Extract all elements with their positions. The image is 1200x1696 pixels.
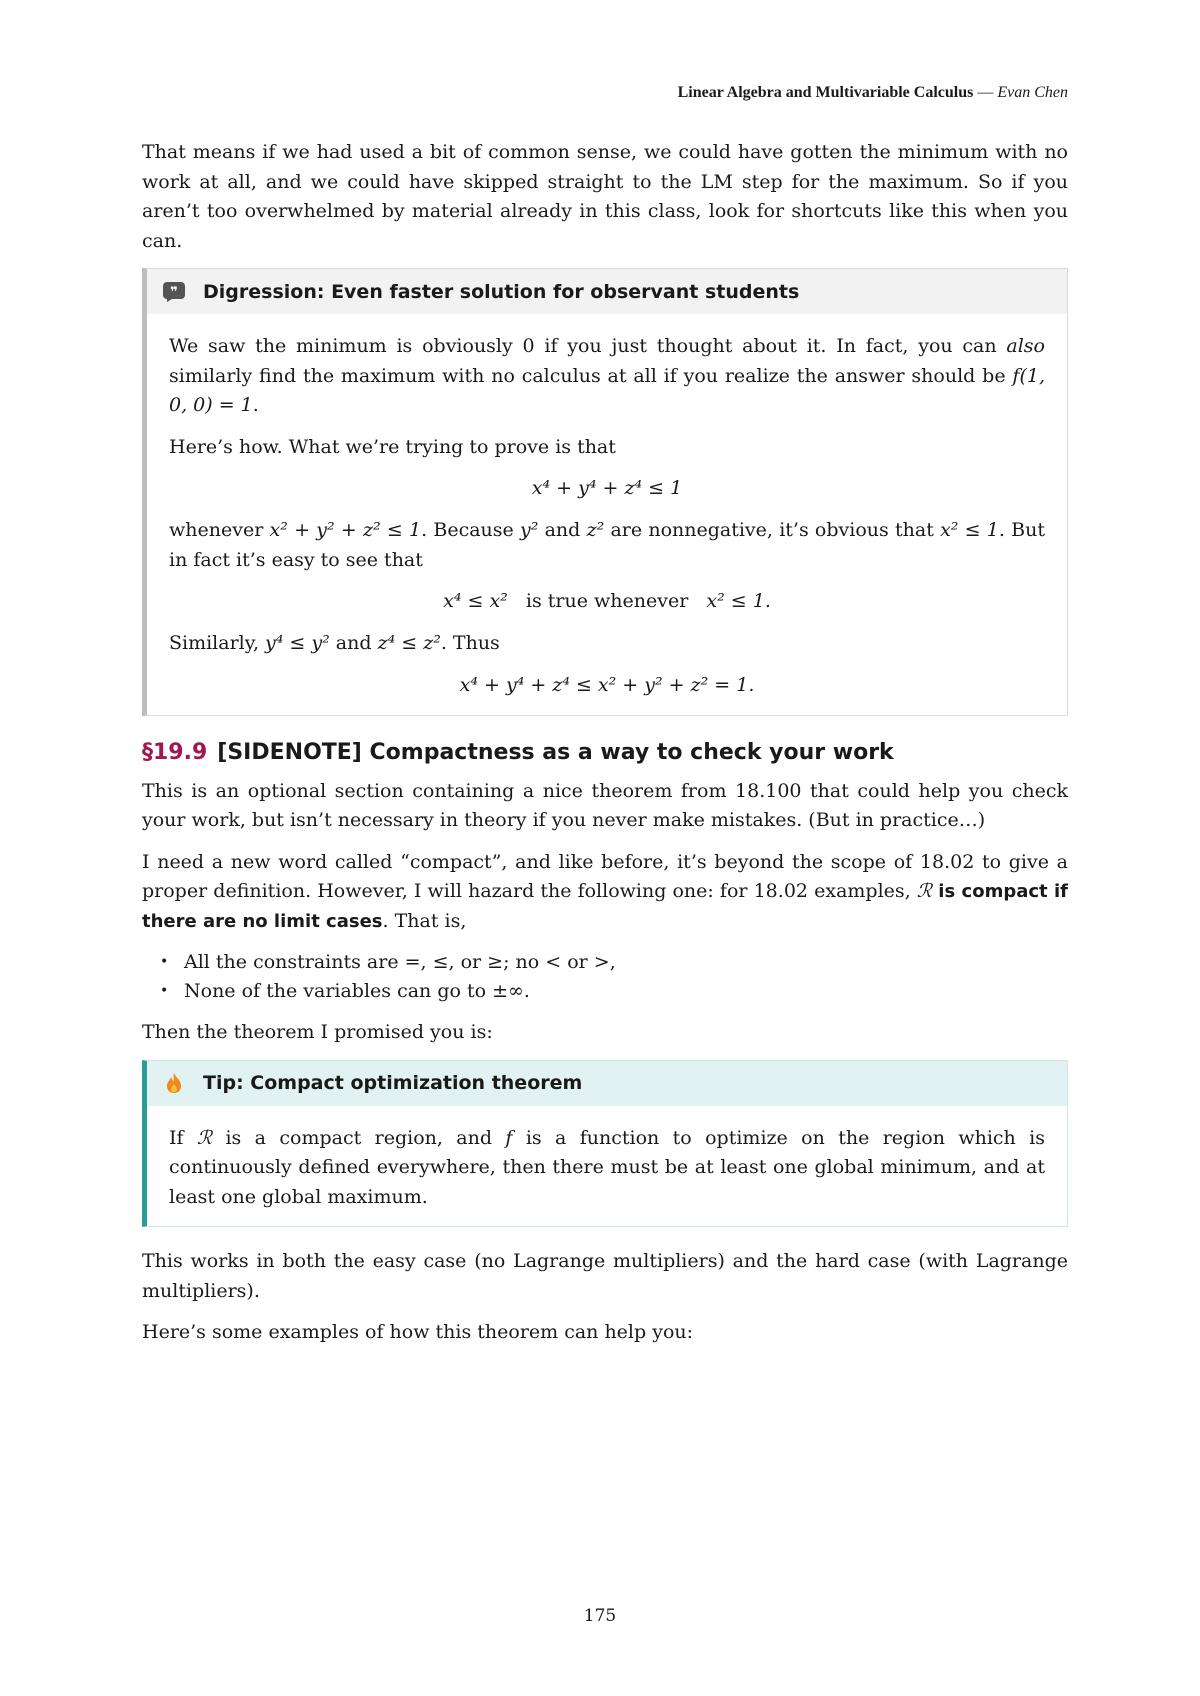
constraints-list bbox=[142, 948, 1068, 1006]
display-equation-1: x⁴ + y⁴ + z⁴ ≤ 1 bbox=[531, 477, 683, 499]
text-run: similarly find the maximum with no calculus at all if you realize the answer should be bbox=[169, 364, 1013, 387]
tip-body bbox=[147, 1106, 1067, 1227]
inline-math: x² ≤ 1 bbox=[940, 519, 999, 541]
digression-title: Digression: Even faster solution for observant students bbox=[203, 280, 800, 303]
section-number: §19.9 bbox=[142, 739, 208, 765]
inline-math: f(1, 0, 0) = 1 bbox=[169, 364, 1045, 416]
math-run: x² ≤ 1. bbox=[706, 590, 771, 612]
inline-math: z² bbox=[586, 519, 605, 541]
text-run: and bbox=[329, 632, 378, 654]
digression-p4 bbox=[169, 629, 1045, 659]
digression-box bbox=[142, 268, 1068, 716]
digression-p3 bbox=[169, 516, 1045, 575]
tip-box bbox=[142, 1060, 1068, 1228]
text-run: . Because bbox=[421, 519, 521, 541]
inline-math: ℛ bbox=[196, 1126, 213, 1149]
quote-icon bbox=[163, 281, 185, 303]
text-run: and bbox=[538, 519, 587, 541]
text-run: . bbox=[252, 394, 259, 416]
running-header bbox=[142, 84, 1068, 102]
tip-header bbox=[147, 1061, 1067, 1106]
text-run: We saw the minimum is obviously 0 if you just thought about it. In fact, you can bbox=[169, 335, 1007, 357]
text-run: is a function to optimize on the region which is continuously defined everywhere, then there must be at least one global minimum, and at least one global maximum. bbox=[169, 1126, 1045, 1208]
author-name: Evan Chen bbox=[997, 84, 1068, 101]
page-number: 175 bbox=[583, 1606, 617, 1626]
math-text: is true whenever bbox=[525, 590, 689, 612]
section-paragraph-2 bbox=[142, 848, 1068, 937]
inline-math: ℛ bbox=[916, 880, 932, 902]
section-title: [SIDENOTE] Compactness as a way to check your work bbox=[217, 739, 894, 765]
inline-math: z⁴ ≤ z² bbox=[377, 632, 441, 654]
page-content bbox=[142, 138, 1068, 1360]
digression-body bbox=[147, 314, 1067, 715]
digression-header bbox=[147, 269, 1067, 314]
bold-phrase: is compact if there are no limit cases bbox=[142, 881, 1068, 932]
text-run: . But in fact it’s easy to see that bbox=[169, 519, 1045, 571]
list-item: • All the constraints are =, ≤, or ≥; no < or >, bbox=[160, 948, 1068, 977]
text-run: Similarly, bbox=[169, 632, 266, 654]
section-paragraph-5: Here’s some examples of how this theorem can help you: bbox=[142, 1321, 694, 1343]
tip-title: Tip: Compact optimization theorem bbox=[203, 1072, 583, 1094]
section-heading bbox=[142, 740, 1068, 765]
tip-paragraph bbox=[169, 1124, 1045, 1213]
inline-math: f bbox=[505, 1126, 513, 1149]
text-run: . Thus bbox=[440, 632, 500, 654]
text-run: I need a new word called “compact”, and like before, it’s beyond the scope of 18.02 to give a proper definition. However, I will hazard the following one: for 18.02 examples, bbox=[142, 850, 1068, 902]
display-equation-2 bbox=[169, 587, 1045, 615]
flame-icon bbox=[163, 1072, 185, 1094]
math-run: x⁴ ≤ x² bbox=[443, 590, 508, 612]
digression-p2: Here’s how. What we’re trying to prove is that bbox=[169, 435, 616, 458]
text-run: . That is, bbox=[382, 909, 467, 932]
book-title: Linear Algebra and Multivariable Calculus bbox=[677, 84, 974, 101]
intro-paragraph: That means if we had used a bit of common sense, we could have gotten the minimum with no work at all, and we could have skipped straight to the LM step for the maximum. So if you aren’t too overwhelmed by material already in this class, look for shortcuts like this when you can. bbox=[142, 141, 1068, 252]
inline-math: x² + y² + z² ≤ 1 bbox=[269, 519, 422, 541]
text-run: whenever bbox=[169, 519, 270, 541]
inline-math: y² bbox=[520, 519, 539, 541]
text-run: is a compact region, and bbox=[212, 1126, 506, 1149]
emphasis: also bbox=[1006, 335, 1045, 357]
list-item: • None of the variables can go to ±∞. bbox=[160, 977, 1068, 1006]
text-run: If bbox=[169, 1126, 197, 1149]
display-equation-3: x⁴ + y⁴ + z⁴ ≤ x² + y² + z² = 1. bbox=[459, 673, 755, 696]
inline-math: y⁴ ≤ y² bbox=[265, 632, 330, 654]
svg-text:❞: ❞ bbox=[170, 284, 178, 300]
section-paragraph-1: This is an optional section containing a nice theorem from 18.100 that could help you check your work, but isn’t necessary in theory if you never make mistakes. (But in practice…) bbox=[142, 779, 1068, 831]
section-paragraph-4: This works in both the easy case (no Lagrange multipliers) and the hard case (with Lagrange multipliers). bbox=[142, 1250, 1068, 1302]
header-separator: — bbox=[977, 84, 994, 101]
digression-p1 bbox=[169, 332, 1045, 421]
section-paragraph-3: Then the theorem I promised you is: bbox=[142, 1021, 493, 1043]
text-run: are nonnegative, it’s obvious that bbox=[604, 519, 941, 541]
